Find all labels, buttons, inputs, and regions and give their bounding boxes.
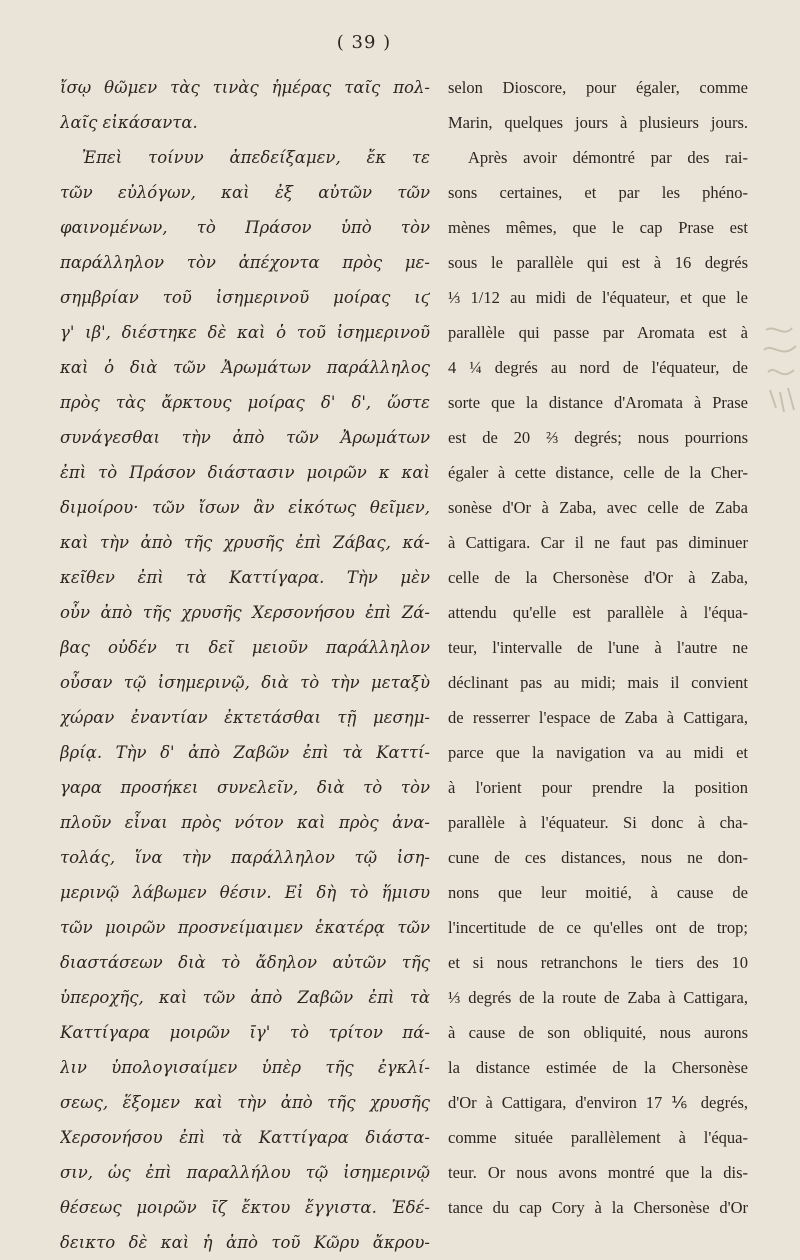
french-line: celle de la Chersonèse d'Or à Zaba, <box>448 568 748 587</box>
greek-line: πρὸς τὰς ἄρκτους μοίρας δ' δ', ὥστε <box>60 393 430 412</box>
greek-line: οὖν ἀπὸ τῆς χρυσῆς Χερσονήσου ἐπὶ Ζά- <box>60 603 430 622</box>
greek-line: τῶν εὐλόγων, καὶ ἐξ αὐτῶν τῶν <box>60 183 430 202</box>
greek-line: γαρα προσήκει συνελεῖν, διὰ τὸ τὸν <box>60 778 430 797</box>
french-line: parallèle à l'équateur. Si donc à cha- <box>448 813 748 832</box>
french-line: et si nous retranchons le tiers des 10 <box>448 953 748 972</box>
french-line: Après avoir démontré par des rai- <box>468 148 748 167</box>
french-line: teur, l'intervalle de l'une à l'autre ne <box>448 638 748 657</box>
french-line: sonèse d'Or à Zaba, avec celle de Zaba <box>448 498 748 517</box>
french-line: Marin, quelques jours à plusieurs jours. <box>448 113 748 132</box>
greek-line: μερινῷ λάβωμεν θέσιν. Εἰ δὴ τὸ ἥμισυ <box>60 883 430 902</box>
greek-line: βρίᾳ. Τὴν δ' ἀπὸ Ζαβῶν ἐπὶ τὰ Καττί- <box>60 743 430 762</box>
greek-line: Χερσονήσου ἐπὶ τὰ Καττίγαρα διάστα- <box>60 1128 430 1147</box>
greek-line: λαῖς εἰκάσαντα. <box>60 113 198 132</box>
french-line: parallèle qui passe par Aromata est à <box>448 323 748 342</box>
greek-line: δεικτο δὲ καὶ ἡ ἀπὸ τοῦ Κῶρυ ἄκρου- <box>60 1233 430 1252</box>
french-line: est de 20 ⅔ degrés; nous pourrions <box>448 428 748 447</box>
french-line: teur. Or nous avons montré que la dis- <box>448 1163 748 1182</box>
greek-line: διμοίρου· τῶν ἴσων ἂν εἰκότως θεῖμεν, <box>60 498 430 517</box>
french-line: à l'orient pour prendre la position <box>448 778 748 797</box>
french-line: à Cattigara. Car il ne faut pas diminuer <box>448 533 748 552</box>
greek-line: χώραν ἐναντίαν ἐκτετάσθαι τῇ μεσημ- <box>60 708 430 727</box>
french-line: attendu qu'elle est parallèle à l'équa- <box>448 603 748 622</box>
french-line: l'incertitude de ce qu'elles ont de trop; <box>448 918 748 937</box>
french-line: 4 ¼ degrés au nord de l'équateur, de <box>448 358 748 377</box>
greek-line: σημβρίαν τοῦ ἰσημερινοῦ μοίρας ιϛ <box>60 288 430 307</box>
french-line: d'Or à Cattigara, d'environ 17 ⅙ degrés, <box>448 1093 748 1112</box>
greek-line: γ' ιβ', διέστηκε δὲ καὶ ὁ τοῦ ἰσημερινοῦ <box>60 323 430 342</box>
french-line: sorte que la distance d'Aromata à Prase <box>448 393 748 412</box>
french-line: sons certaines, et par les phéno- <box>448 183 748 202</box>
french-line: tance du cap Cory à la Chersonèse d'Or <box>448 1198 748 1217</box>
french-line: de resserrer l'espace de Zaba à Cattigara, <box>448 708 748 727</box>
greek-line: τολάς, ἵνα τὴν παράλληλον τῷ ἰση- <box>60 848 430 867</box>
greek-line: συνάγεσθαι τὴν ἀπὸ τῶν Ἀρωμάτων <box>60 428 430 447</box>
greek-line: λιν ὑπολογισαίμεν ὑπὲρ τῆς ἐγκλί- <box>60 1058 430 1077</box>
greek-line: βας οὐδέν τι δεῖ μειοῦν παράλληλον <box>60 638 430 657</box>
greek-line: κεῖθεν ἐπὶ τὰ Καττίγαρα. Τὴν μὲν <box>60 568 430 587</box>
french-line: parce que la navigation va au midi et <box>448 743 748 762</box>
french-line: ⅓ 1/12 au midi de l'équateur, et que le <box>448 288 748 307</box>
greek-line: πλοῦν εἶναι πρὸς νότον καὶ πρὸς ἀνα- <box>60 813 430 832</box>
french-line: cune de ces distances, nous ne don- <box>448 848 748 867</box>
greek-line: καὶ ὁ διὰ τῶν Ἀρωμάτων παράλληλος <box>60 358 430 377</box>
french-text-column <box>448 70 748 1225</box>
greek-line: θέσεως μοιρῶν ῑζ ἔκτου ἔγγιστα. Ἐδέ- <box>60 1198 430 1217</box>
greek-text-column <box>60 70 430 1260</box>
french-line: nons que leur moitié, à cause de <box>448 883 748 902</box>
ink-bleed-through-mark <box>762 320 800 430</box>
greek-line: φαινομένων, τὸ Πράσον ὑπὸ τὸν <box>60 218 430 237</box>
french-line: à cause de son obliquité, nous aurons <box>448 1023 748 1042</box>
greek-line: τῶν μοιρῶν προσνείμαιμεν ἑκατέρᾳ τῶν <box>60 918 430 937</box>
greek-line: ἴσῳ θῶμεν τὰς τινὰς ἡμέρας ταῖς πολ- <box>60 78 430 97</box>
page-number: ( 39 ) <box>336 32 392 53</box>
greek-line: Ἐπεὶ τοίνυν ἀπεδείξαμεν, ἔκ τε <box>82 148 430 167</box>
greek-line: σιν, ὡς ἐπὶ παραλλήλου τῷ ἰσημερινῷ <box>60 1163 430 1182</box>
greek-line: ἐπὶ τὸ Πράσον διάστασιν μοιρῶν κ καὶ <box>60 463 430 482</box>
greek-line: διαστάσεων διὰ τὸ ἄδηλον αὐτῶν τῆς <box>60 953 430 972</box>
greek-line: οὖσαν τῷ ἰσημερινῷ, διὰ τὸ τὴν μεταξὺ <box>60 673 430 692</box>
french-line: égaler à cette distance, celle de la Cher- <box>448 463 748 482</box>
french-line: ⅓ degrés de la route de Zaba à Cattigara, <box>448 988 748 1007</box>
french-line: mènes mêmes, que le cap Prase est <box>448 218 748 237</box>
greek-line: παράλληλον τὸν ἀπέχοντα πρὸς με- <box>60 253 430 272</box>
french-line: selon Dioscore, pour égaler, comme <box>448 78 748 97</box>
french-line: comme située parallèlement à l'équa- <box>448 1128 748 1147</box>
french-line: sous le parallèle qui est à 16 degrés <box>448 253 748 272</box>
greek-line: Καττίγαρα μοιρῶν ῑγ' τὸ τρίτον πά- <box>60 1023 430 1042</box>
greek-line: καὶ τὴν ἀπὸ τῆς χρυσῆς ἐπὶ Ζάβας, κά- <box>60 533 430 552</box>
greek-line: ὑπεροχῆς, καὶ τῶν ἀπὸ Ζαβῶν ἐπὶ τὰ <box>60 988 430 1007</box>
french-line: la distance estimée de la Chersonèse <box>448 1058 748 1077</box>
greek-line: σεως, ἕξομεν καὶ τὴν ἀπὸ τῆς χρυσῆς <box>60 1093 430 1112</box>
french-line: déclinant pas au midi; mais il convient <box>448 673 748 692</box>
